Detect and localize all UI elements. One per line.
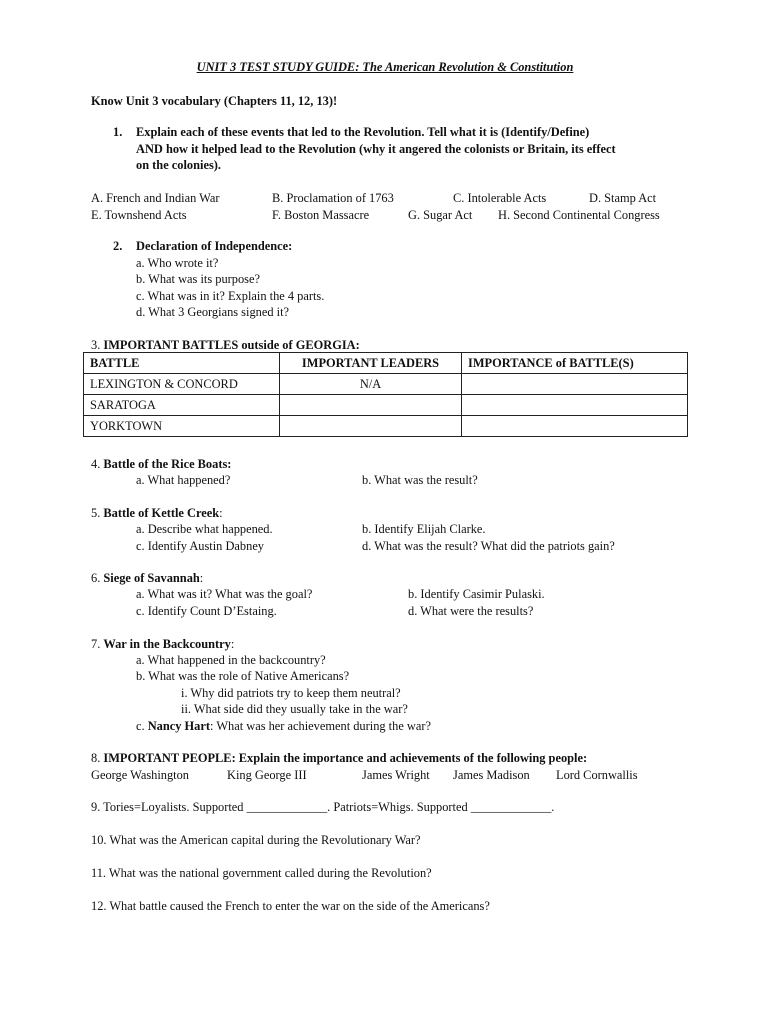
q7-item-b: b. What was the role of Native Americans?	[136, 669, 350, 683]
q6-item-b: b. Identify Casimir Pulaski.	[408, 587, 545, 601]
table-header-row	[84, 353, 688, 374]
q6-item-d: d. What were the results?	[408, 604, 534, 618]
q2-heading: Declaration of Independence:	[136, 239, 293, 253]
person-wright: James Wright	[362, 768, 430, 782]
q7-heading-line	[91, 636, 234, 653]
event-h: H. Second Continental Congress	[498, 208, 660, 222]
q7-item-c-prefix: c.	[136, 719, 148, 733]
q1-number: 1.	[113, 125, 123, 139]
event-d: D. Stamp Act	[589, 191, 657, 205]
q7-item-c	[136, 718, 431, 735]
importance-cell	[462, 374, 688, 395]
q2-item-a: a. Who wrote it?	[136, 256, 219, 270]
table-row	[84, 374, 688, 395]
q7-colon: :	[230, 637, 235, 651]
q1-line-2: AND how it helped lead to the Revolution (why it angered the colonists or Britain, its effect	[136, 142, 616, 156]
header-leaders: IMPORTANT LEADERS	[280, 353, 462, 374]
q2-number: 2.	[113, 239, 123, 253]
battles-table	[83, 352, 688, 437]
q7-item-c-rest: : What was her achievement during the war?	[210, 719, 431, 733]
q4-item-a: a. What happened?	[136, 473, 231, 487]
importance-cell	[462, 416, 688, 437]
q5-heading-line	[91, 505, 223, 522]
event-a: A. French and Indian War	[91, 191, 220, 205]
person-washington: George Washington	[91, 768, 189, 782]
q2-item-d: d. What 3 Georgians signed it?	[136, 305, 290, 319]
q8-number: 8.	[91, 751, 104, 765]
vocab-instruction: Know Unit 3 vocabulary (Chapters 11, 12, 13)!	[91, 94, 338, 108]
person-madison: James Madison	[453, 768, 530, 782]
battle-cell: LEXINGTON & CONCORD	[84, 374, 280, 395]
q7-heading: War in the Backcountry	[103, 637, 231, 651]
q2-item-c: c. What was in it? Explain the 4 parts.	[136, 289, 325, 303]
event-g: G. Sugar Act	[408, 208, 473, 222]
q5-number: 5.	[91, 506, 104, 520]
q11-text: 11. What was the national government called during the Revolution?	[91, 866, 432, 880]
q1-line-1: Explain each of these events that led to the Revolution. Tell what it is (Identify/Define)	[136, 125, 590, 139]
battle-cell: SARATOGA	[84, 395, 280, 416]
table-row	[84, 416, 688, 437]
q5-item-d: d. What was the result? What did the patriots gain?	[362, 539, 615, 553]
q6-heading: Siege of Savannah	[103, 571, 200, 585]
table-row	[84, 395, 688, 416]
battle-cell: YORKTOWN	[84, 416, 280, 437]
q6-number: 6.	[91, 571, 104, 585]
event-f: F. Boston Massacre	[272, 208, 370, 222]
event-c: C. Intolerable Acts	[453, 191, 547, 205]
q12-text: 12. What battle caused the French to enter the war on the side of the Americans?	[91, 899, 490, 913]
q7-nancy-hart: Nancy Hart	[147, 719, 210, 733]
q4-heading: Battle of the Rice Boats:	[103, 457, 232, 471]
q2-item-b: b. What was its purpose?	[136, 272, 260, 286]
header-importance: IMPORTANCE of BATTLE(S)	[462, 353, 688, 374]
header-battle: BATTLE	[84, 353, 280, 374]
person-cornwallis: Lord Cornwallis	[556, 768, 638, 782]
q8-heading: IMPORTANT PEOPLE: Explain the importance and achievements of the following people:	[103, 751, 588, 765]
q5-heading: Battle of Kettle Creek	[103, 506, 220, 520]
q7-item-b-i: i. Why did patriots try to keep them neutral?	[181, 686, 401, 700]
q8-heading-line	[91, 750, 587, 767]
q5-item-c: c. Identify Austin Dabney	[136, 539, 265, 553]
q4-item-b: b. What was the result?	[362, 473, 478, 487]
q4-heading-line	[91, 456, 231, 473]
event-b: B. Proclamation of 1763	[272, 191, 394, 205]
person-king-george: King George III	[227, 768, 307, 782]
q6-heading-line	[91, 570, 203, 587]
q6-item-c: c. Identify Count D’Estaing.	[136, 604, 277, 618]
q6-colon: :	[199, 571, 204, 585]
q7-item-b-ii: ii. What side did they usually take in the war?	[181, 702, 408, 716]
leaders-cell	[280, 395, 462, 416]
importance-cell	[462, 395, 688, 416]
q4-number: 4.	[91, 457, 104, 471]
q5-item-b: b. Identify Elijah Clarke.	[362, 522, 486, 536]
q7-number: 7.	[91, 637, 104, 651]
leaders-cell	[280, 416, 462, 437]
q6-item-a: a. What was it? What was the goal?	[136, 587, 313, 601]
q7-item-a: a. What happened in the backcountry?	[136, 653, 326, 667]
q1-line-3: on the colonies).	[136, 158, 222, 172]
page-title: UNIT 3 TEST STUDY GUIDE: The American Revolution & Constitution	[196, 60, 574, 74]
q3-heading: IMPORTANT BATTLES outside of GEORGIA:	[103, 338, 360, 352]
q10-text: 10. What was the American capital during the Revolutionary War?	[91, 833, 421, 847]
event-e: E. Townshend Acts	[91, 208, 187, 222]
leaders-cell: N/A	[280, 374, 462, 395]
q3-number: 3.	[91, 338, 104, 352]
q5-item-a: a. Describe what happened.	[136, 522, 273, 536]
q9-text: 9. Tories=Loyalists. Supported _____________. Patriots=Whigs. Supported _____________.	[91, 800, 555, 814]
q5-colon: :	[219, 506, 223, 520]
